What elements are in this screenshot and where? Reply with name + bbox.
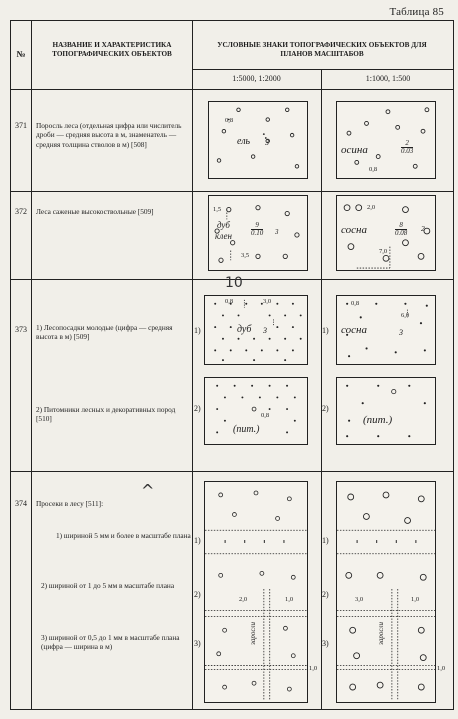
tree-species-label: осина	[341, 144, 368, 156]
height-thickness-fraction	[251, 222, 263, 238]
row-number: 371	[15, 121, 27, 130]
header-name: НАЗВАНИЕ И ХАРАКТЕРИСТИКА ТОПОГРАФИЧЕСКИХ ОБЪЕКТОВ	[52, 41, 172, 58]
header-scale-5000: 1:5000, 1:2000	[232, 74, 281, 83]
symbol-plan-373-1-small-scale	[204, 295, 308, 365]
sub-item-marker: 2)	[322, 404, 329, 413]
height-thickness-fraction	[401, 140, 413, 156]
tree-species-label: дуб	[237, 324, 252, 335]
row-description: 3) шириной от 0,5 до 1 мм в масштабе плана (цифра — ширина в м)	[41, 633, 180, 652]
dimension-label: 3,5	[241, 252, 250, 259]
dimension-label: 7,0	[379, 248, 388, 255]
header-symbols: УСЛОВНЫЕ ЗНАКИ ТОПОГРАФИЧЕСКИХ ОБЪЕКТОВ ДЛЯ ПЛАНОВ МАСШТАБОВ	[217, 41, 427, 58]
dot-pattern	[337, 378, 435, 444]
row-divider	[11, 471, 453, 472]
dimension-label: 0,8	[351, 300, 360, 307]
fraction-numerator: 8	[395, 222, 407, 230]
height-value: 3	[265, 138, 269, 147]
row-description: 1) Лесопосадки молодые (цифра — средняя высота в м) [509]	[36, 323, 173, 342]
clearing-width-label: 1,0	[437, 665, 446, 672]
sub-item-marker: 3)	[194, 639, 201, 648]
height-value: 3	[263, 326, 267, 335]
row-description: 2) Питомники лесных и декоративных пород [510]	[36, 405, 176, 424]
dimension-label: 1,0	[285, 596, 294, 603]
header-divider	[11, 89, 453, 90]
row-number: 373	[15, 325, 27, 334]
sub-item-marker: 3)	[322, 639, 329, 648]
header-divider	[192, 69, 453, 70]
row-description: Поросль леса (отдельная цифра или числитель дроби — средняя высота в м, знаменатель — средняя толщина стволов в м) [508]	[36, 121, 182, 149]
fraction-numerator: 2	[401, 140, 413, 148]
symbol-plan-372-small-scale	[208, 195, 308, 271]
dot-pattern	[209, 102, 307, 178]
row-number: 372	[15, 207, 27, 216]
height-thickness-fraction	[395, 222, 407, 238]
tree-spacing-value: 2	[421, 224, 425, 233]
clearing-pattern	[205, 482, 307, 702]
col-divider	[321, 69, 322, 709]
dimension-label: 2,0	[239, 596, 248, 603]
row-description: Леса саженые высокоствольные [509]	[36, 207, 154, 216]
dimension-label: 0,8	[261, 412, 270, 419]
dot-pattern	[337, 102, 435, 178]
fraction-denominator: 0.08	[395, 229, 408, 238]
symbol-plan-373-1-large-scale	[336, 295, 436, 365]
thicket-label: заросли	[249, 622, 257, 645]
height-value: 3	[399, 328, 403, 337]
row-divider	[11, 191, 453, 192]
dimension-label: 0,8	[225, 117, 234, 124]
symbols-table	[10, 20, 454, 710]
table-caption: Таблица 85	[389, 6, 444, 18]
fraction-denominator: 0.03	[401, 147, 414, 156]
dot-pattern	[205, 296, 307, 364]
dimension-label: 2,0	[367, 204, 376, 211]
header-num: №	[16, 49, 26, 59]
row-description: 1) шириной 5 мм и более в масштабе плана	[56, 531, 191, 540]
symbol-plan-373-2-large-scale	[336, 377, 436, 445]
tree-species-label: клен	[215, 231, 232, 241]
clearing-pattern	[337, 482, 435, 702]
nursery-label: (пит.)	[233, 424, 260, 435]
sub-item-marker: 1)	[322, 536, 329, 545]
col-divider	[192, 21, 193, 709]
dimension-label: 1,0	[411, 596, 420, 603]
dimension-label: 3,0	[263, 298, 272, 305]
nursery-label: (пит.)	[363, 414, 393, 426]
thicket-label: заросли	[377, 622, 385, 645]
clearing-width-label: 1,0	[309, 665, 318, 672]
fraction-denominator: 0.10	[251, 229, 264, 238]
symbol-plan-374-large-scale	[336, 481, 436, 703]
sub-item-marker: 1)	[322, 326, 329, 335]
sub-item-marker: 2)	[194, 590, 201, 599]
row-description: 2) шириной от 1 до 5 мм в масштабе плана	[41, 581, 175, 590]
header-scale-1000: 1:1000, 1:500	[365, 74, 411, 83]
sub-item-marker: 1)	[194, 326, 201, 335]
symbol-plan-373-2-small-scale	[204, 377, 308, 445]
tree-species-label: дуб	[217, 220, 230, 230]
tree-spacing-value: 3	[275, 228, 279, 236]
dimension-label: 1,5	[213, 206, 222, 213]
row-description: Просеки в лесу [511]:	[36, 499, 104, 508]
symbol-plan-371-large-scale	[336, 101, 436, 179]
fraction-numerator: 9	[251, 222, 263, 230]
dimension-label: 0,8	[369, 166, 378, 173]
handwritten-mark: 10	[225, 275, 243, 291]
handwritten-mark: ^	[141, 481, 155, 500]
tree-species-label: сосна	[341, 224, 367, 236]
row-number: 374	[15, 499, 27, 508]
sub-item-marker: 2)	[194, 404, 201, 413]
symbol-plan-374-small-scale	[204, 481, 308, 703]
sub-item-marker: 1)	[194, 536, 201, 545]
tree-species-label: сосна	[341, 324, 367, 336]
dimension-label: 6,0	[401, 312, 410, 319]
sub-item-marker: 2)	[322, 590, 329, 599]
symbol-plan-372-large-scale	[336, 195, 436, 271]
tree-species-label: ель	[237, 136, 251, 147]
dimension-label: 3,0	[355, 596, 364, 603]
col-divider	[31, 21, 32, 709]
symbol-plan-371-small-scale	[208, 101, 308, 179]
dimension-label: 0,8	[225, 298, 234, 305]
